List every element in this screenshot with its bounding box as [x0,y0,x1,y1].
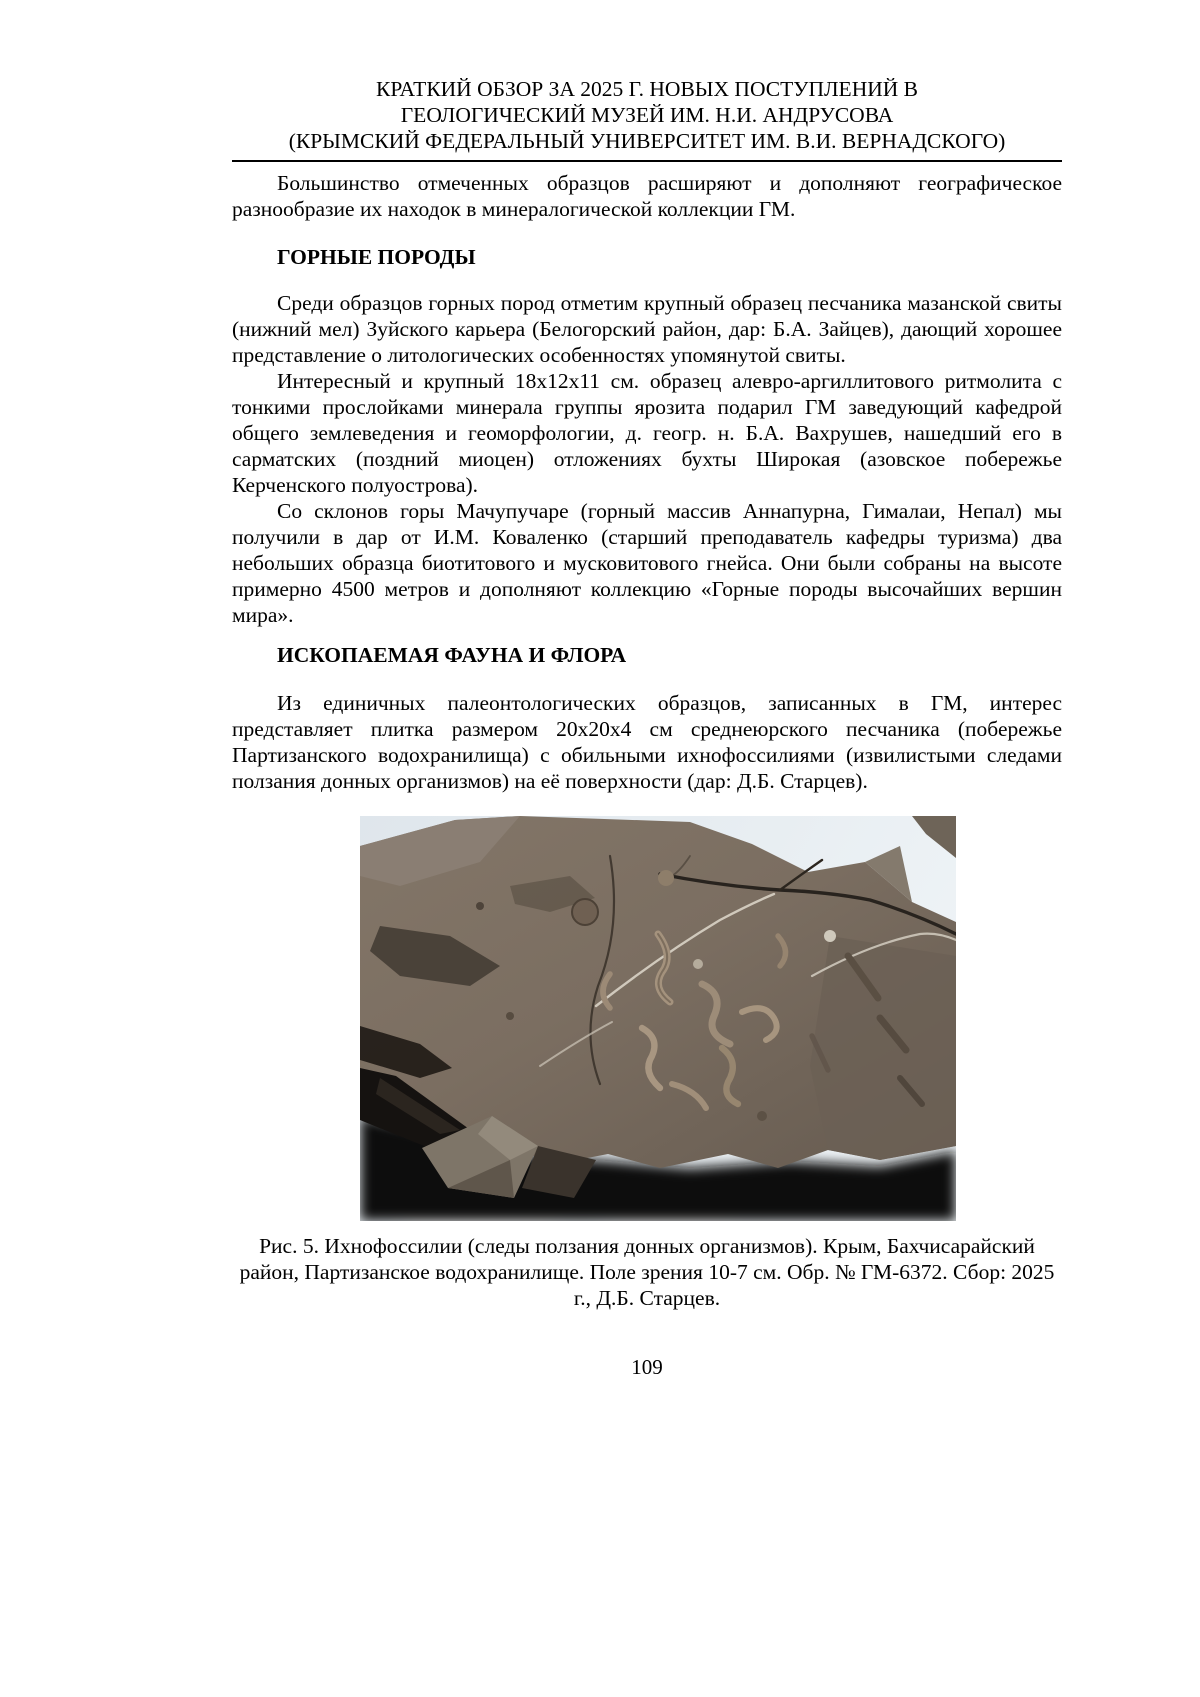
rocks-paragraph-1: Среди образцов горных пород отметим крупный образец песчаника мазанской свиты (нижний мел) Зуйского карьера (Белогорский район, дар: Б.А. Зайцев), дающий хорошее представление о литологических особенностях упомянутой свиты. [232,291,1062,367]
fossils-paragraph-1: Из единичных палеонтологических образцов, записанных в ГМ, интерес представляет плитка размером 20х20х4 см среднеюрского песчаника (побережье Партизанского водохранилища) с обильными ихнофоссилиями (извилистыми следами ползания донных организмов) на её поверхности (дар: Д.Б. Старцев). [232,691,1062,793]
title-line-3: (КРЫМСКИЙ ФЕДЕРАЛЬНЫЙ УНИВЕРСИТЕТ ИМ. В.И. ВЕРНАДСКОГО) [288,129,1006,153]
figure-5 [232,816,1062,1311]
rocks-paragraph-3: Со склонов горы Мачупучаре (горный массив Аннапурна, Гималаи, Непал) мы получили в дар от И.М. Коваленко (старший преподаватель кафедры туризма) два небольших образца биотитового и мусковитового гнейса. Они были собраны на высоте примерно 4500 метров и дополняют коллекцию «Горные породы высочайших вершин мира». [232,499,1062,627]
rock-slab-illustration [360,816,956,1221]
page-number: 109 [631,1355,663,1379]
document-title [232,76,1062,154]
section-heading-rocks: ГОРНЫЕ ПОРОДЫ [277,245,476,269]
figure-caption: Рис. 5. Ихнофоссилии (следы ползания донных организмов). Крым, Бахчисарайский район, Партизанское водохранилище. Поле зрения 10-7 см. Обр. № ГМ-6372. Сбор: 2025 г., Д.Б. Старцев. [239,1234,1055,1310]
intro-paragraph: Большинство отмеченных образцов расширяют и дополняют географическое разнообразие их находок в минералогической коллекции ГМ. [232,171,1062,221]
rocks-paragraph-2: Интересный и крупный 18х12х11 см. образец алевро-аргиллитового ритмолита с тонкими прослойками минерала группы ярозита подарил ГМ заведующий кафедрой общего землеведения и геоморфологии, д. геогр. н. Б.А. Вахрушев, нашедший его в сарматских (поздний миоцен) отложениях бухты Широкая (азовское побережье Керченского полуострова). [232,369,1062,497]
page-content [232,76,1062,1380]
section-heading-fossils: ИСКОПАЕМАЯ ФАУНА И ФЛОРА [277,643,627,667]
title-line-2: ГЕОЛОГИЧЕСКИЙ МУЗЕЙ ИМ. Н.И. АНДРУСОВА [400,103,894,127]
figure-photo [360,816,956,1221]
title-line-1: КРАТКИЙ ОБЗОР ЗА 2025 Г. НОВЫХ ПОСТУПЛЕНИЙ В [376,77,918,101]
header-rule [232,160,1062,162]
